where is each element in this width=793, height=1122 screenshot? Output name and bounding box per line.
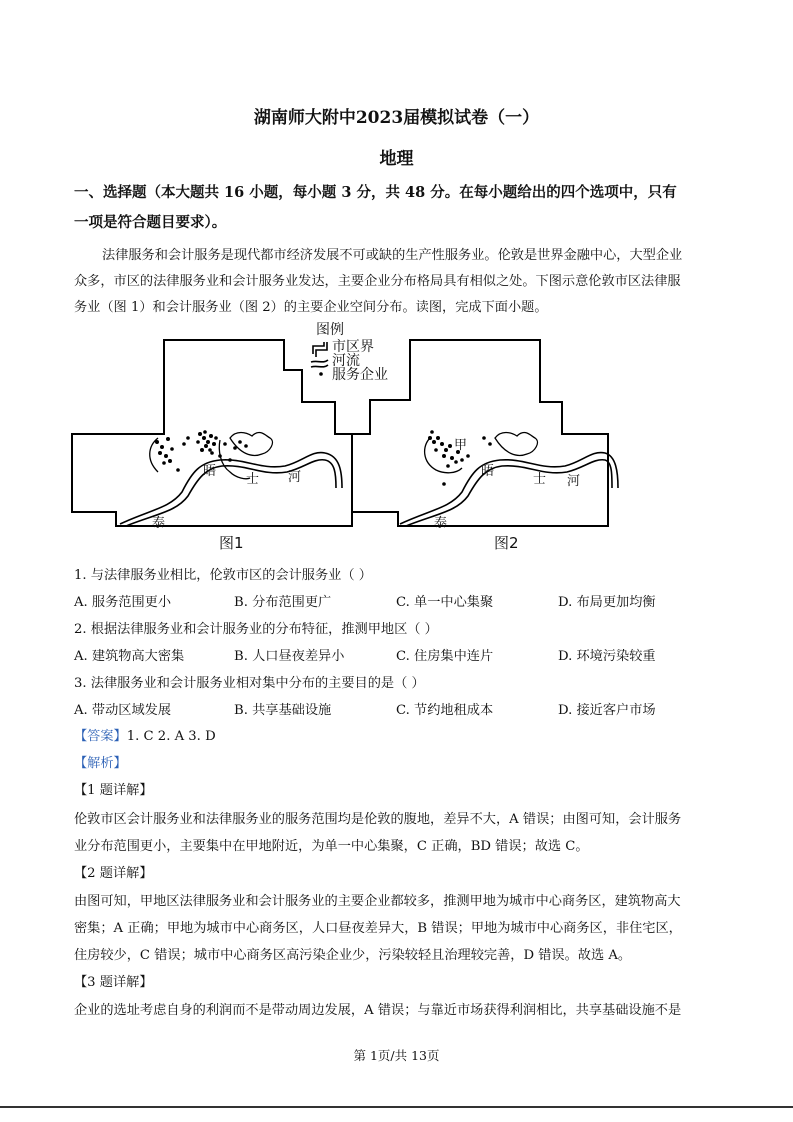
map2-boundary — [352, 340, 608, 526]
map1-river-label-3: 士 — [246, 472, 260, 487]
map1-river-label-4: 河 — [288, 470, 302, 485]
q3-detail-label: 【3 题详解】 — [74, 975, 153, 990]
q1-detail-line1: 伦敦市区会计服务业和法律服务业的服务范围均是伦敦的腹地，差异不大，A 错误；由图可知，会计服务 — [74, 812, 682, 827]
answer-text: 1. C 2. A 3. D — [126, 729, 216, 744]
q1-option-a: A. 服务范围更小 — [74, 595, 172, 610]
map1-river-label-2: 晤 — [203, 464, 217, 479]
question-3-stem: 3. 法律服务业和会计服务业相对集中分布的主要目的是（ ） — [74, 676, 425, 691]
caption-figure1: 图1 — [219, 534, 244, 552]
passage-line2: 众多，市区的法律服务业和会计服务业发达，主要企业分布格局具有相似之处。下图示意伦敦市区法律服 — [74, 274, 681, 289]
q3-option-b: B. 共享基础设施 — [234, 703, 332, 718]
page-bottom-rule — [0, 1106, 793, 1108]
analysis-label: 【解析】 — [74, 756, 127, 771]
legend-title: 图例 — [316, 322, 344, 338]
q2-option-c: C. 住房集中连片 — [396, 649, 494, 664]
q1-detail-line2: 业分布范围更小，主要集中在甲地附近，为单一中心集聚，C 正确，BD 错误；故选 C。 — [74, 839, 589, 854]
answer-label: 【答案】 — [74, 729, 127, 744]
q1-detail-label: 【1 题详解】 — [74, 783, 153, 798]
question-1-stem: 1. 与法律服务业相比，伦敦市区的会计服务业（ ） — [74, 568, 372, 583]
legend-boundary: 市区界 — [332, 339, 374, 355]
passage-line1: 法律服务和会计服务是现代都市经济发展不可或缺的生产性服务业。伦敦是世界金融中心，大型企业 — [102, 248, 683, 263]
figure-maps — [70, 320, 730, 552]
map2-river-label-2: 晤 — [481, 464, 495, 479]
q1-option-d: D. 布局更加均衡 — [558, 595, 656, 610]
map2-river — [400, 453, 618, 524]
map2-river-label-1: 泰 — [434, 516, 448, 531]
section-heading-line2: 一项是符合题目要求）。 — [74, 214, 227, 231]
q3-option-c: C. 节约地租成本 — [396, 703, 494, 718]
q1-option-c: C. 单一中心集聚 — [396, 595, 494, 610]
q3-detail-line1: 企业的选址考虑自身的利润而不是带动周边发展，A 错误；与靠近市场获得利润相比，共享基础设施不是 — [74, 1003, 682, 1018]
section-heading-line1: 一、选择题（本大题共 16 小题，每小题 3 分，共 48 分。在每小题给出的四个选项中，只有 — [74, 184, 677, 201]
map1-river-label-1: 泰 — [152, 516, 166, 531]
q3-option-d: D. 接近客户市场 — [558, 703, 656, 718]
map2-marker-jia: 甲 — [454, 438, 468, 453]
q2-option-a: A. 建筑物高大密集 — [74, 649, 185, 664]
q3-option-a: A. 带动区域发展 — [74, 703, 172, 718]
page-number: 第 1页/共 13页 — [353, 1048, 440, 1063]
map2-river-label-4: 河 — [567, 474, 581, 489]
q2-detail-label: 【2 题详解】 — [74, 866, 153, 881]
legend-river: 河流 — [332, 353, 360, 369]
map-drawing — [70, 320, 730, 552]
answer-row — [74, 725, 216, 744]
q2-detail-line1: 由图可知，甲地区法律服务业和会计服务业的主要企业都较多，推测甲地为城市中心商务区，建筑物高大 — [74, 894, 681, 909]
map1-boundary — [72, 340, 352, 526]
question-2-stem: 2. 根据法律服务业和会计服务业的分布特征，推测甲地区（ ） — [74, 622, 438, 637]
q2-detail-line3: 住房较少，C 错误；城市中心商务区高污染企业少，污染较轻且治理较完善，D 错误。故选 A。 — [74, 948, 632, 963]
q2-detail-line2: 密集；A 正确；甲地为城市中心商务区，人口昼夜差异大，B 错误；甲地为城市中心商务区，非住宅区， — [74, 921, 682, 936]
legend-firm: 服务企业 — [332, 367, 388, 383]
q2-option-b: B. 人口昼夜差异小 — [234, 649, 345, 664]
q2-option-d: D. 环境污染较重 — [558, 649, 656, 664]
subject-title: 地理 — [379, 149, 414, 169]
q1-option-b: B. 分布范围更广 — [234, 595, 332, 610]
map2-river-label-3: 士 — [533, 472, 547, 487]
exam-title: 湖南师大附中2023届模拟试卷（一） — [253, 108, 540, 128]
passage-line3: 务业（图 1）和会计服务业（图 2）的主要企业空间分布。读图，完成下面小题。 — [74, 300, 548, 315]
caption-figure2: 图2 — [494, 534, 519, 552]
